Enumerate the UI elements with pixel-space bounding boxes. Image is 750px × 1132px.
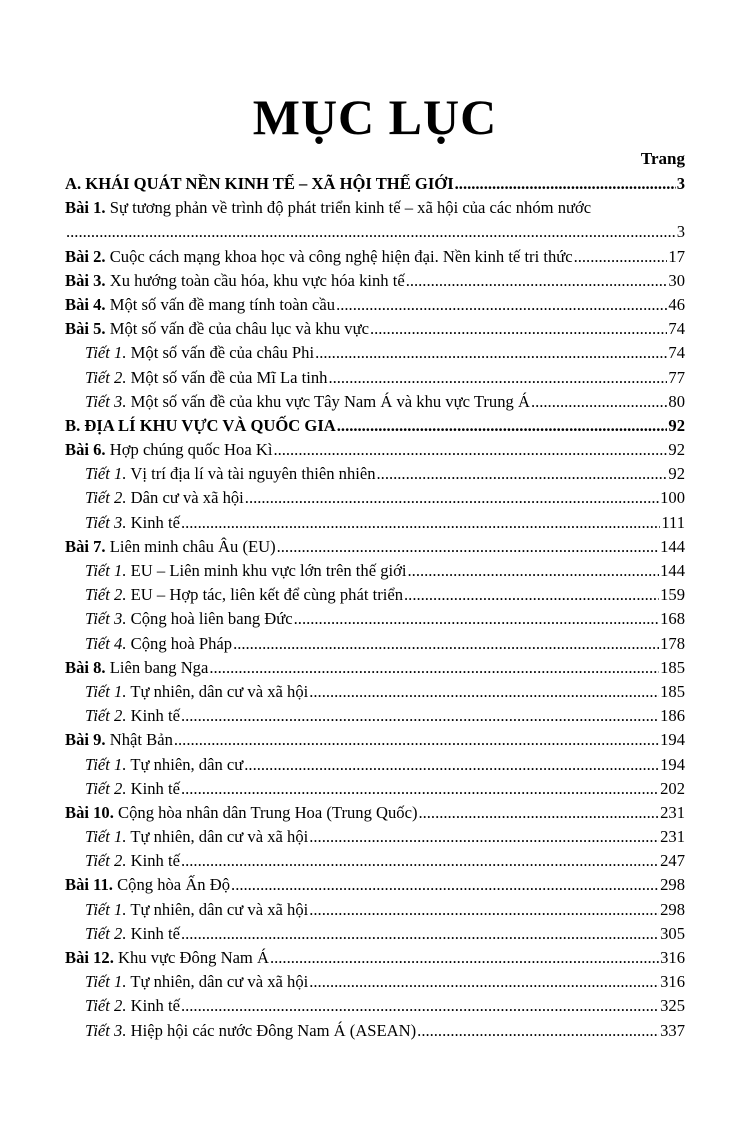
table-of-contents bbox=[65, 172, 685, 1043]
entry-number: Tiết 1. bbox=[85, 681, 127, 701]
entry-label bbox=[85, 777, 180, 801]
entry-label bbox=[85, 1019, 416, 1043]
entry-number: Tiết 3. bbox=[85, 609, 127, 629]
dot-leader bbox=[245, 486, 659, 510]
dot-leader bbox=[574, 245, 668, 269]
page-number: 231 bbox=[660, 827, 685, 847]
page-number: 305 bbox=[660, 923, 685, 943]
entry-number: Bài 7. bbox=[65, 536, 106, 556]
toc-sub-entry[interactable] bbox=[65, 486, 685, 510]
toc-sub-entry[interactable] bbox=[65, 777, 685, 801]
entry-label bbox=[65, 801, 417, 825]
entry-label bbox=[65, 317, 369, 341]
entry-number: Bài 10. bbox=[65, 802, 114, 822]
toc-lesson-entry[interactable] bbox=[65, 728, 685, 752]
entry-label bbox=[65, 269, 405, 293]
entry-title: Cộng hòa Ấn Độ bbox=[117, 875, 231, 895]
dot-leader bbox=[417, 1019, 659, 1043]
entry-title: Liên minh châu Âu (EU) bbox=[109, 536, 276, 556]
entry-label bbox=[85, 825, 308, 849]
toc-lesson-entry[interactable] bbox=[65, 245, 685, 269]
entry-label bbox=[85, 583, 403, 607]
entry-title: Kinh tế bbox=[130, 923, 180, 943]
dot-leader bbox=[294, 607, 659, 631]
dot-leader bbox=[231, 873, 659, 897]
entry-number: Bài 8. bbox=[65, 657, 106, 677]
page-number: 3 bbox=[676, 222, 685, 242]
entry-label bbox=[65, 946, 269, 970]
page-number: 231 bbox=[660, 802, 685, 822]
entry-title: A. KHÁI QUÁT NỀN KINH TẾ – XÃ HỘI THẾ GIỚI bbox=[65, 174, 454, 193]
entry-number: Bài 1. bbox=[65, 198, 106, 218]
entry-number: Bài 2. bbox=[65, 246, 106, 266]
dot-leader bbox=[244, 753, 659, 777]
dot-leader bbox=[370, 317, 667, 341]
entry-number: Bài 12. bbox=[65, 948, 114, 967]
page-number: 316 bbox=[660, 972, 685, 992]
entry-label bbox=[85, 366, 327, 390]
entry-number: Tiết 3. bbox=[85, 391, 127, 411]
entry-number: Tiết 1. bbox=[85, 827, 127, 847]
entry-label bbox=[65, 873, 230, 897]
page-number: 178 bbox=[660, 633, 685, 653]
entry-number: Tiết 3. bbox=[85, 1020, 127, 1040]
entry-label bbox=[85, 390, 530, 414]
toc-sub-entry[interactable] bbox=[65, 922, 685, 946]
entry-label bbox=[85, 632, 232, 656]
entry-title: Hợp chúng quốc Hoa Kì bbox=[109, 440, 273, 460]
page-number: 100 bbox=[660, 488, 685, 508]
dot-leader bbox=[309, 970, 659, 994]
dot-leader bbox=[404, 583, 659, 607]
entry-number: Tiết 2. bbox=[85, 585, 127, 605]
page-number: 159 bbox=[660, 585, 685, 605]
toc-section-entry[interactable] bbox=[65, 172, 685, 196]
page-number: 202 bbox=[660, 778, 685, 798]
entry-label bbox=[85, 486, 244, 510]
entry-number: Bài 3. bbox=[65, 270, 106, 290]
page-number: 92 bbox=[668, 464, 685, 484]
entry-title: Xu hướng toàn cầu hóa, khu vực hóa kinh tế bbox=[109, 270, 405, 290]
toc-lesson-entry[interactable] bbox=[65, 535, 685, 559]
entry-label bbox=[85, 994, 180, 1018]
entry-label bbox=[65, 535, 276, 559]
entry-label bbox=[85, 849, 180, 873]
entry-label bbox=[65, 196, 591, 220]
dot-leader bbox=[315, 341, 667, 365]
entry-label bbox=[85, 970, 308, 994]
entry-number: Tiết 1. bbox=[85, 343, 127, 363]
entry-title: Kinh tế bbox=[130, 706, 180, 726]
toc-lesson-entry[interactable] bbox=[65, 801, 685, 825]
entry-number: Tiết 2. bbox=[85, 706, 127, 726]
toc-section-entry[interactable] bbox=[65, 414, 685, 438]
page-number: 111 bbox=[661, 512, 685, 532]
toc-sub-entry[interactable] bbox=[65, 559, 685, 583]
dot-leader bbox=[181, 922, 659, 946]
entry-title: Sự tương phản về trình độ phát triển kinh tế – xã hội của các nhóm nước bbox=[109, 198, 592, 218]
toc-lesson-entry[interactable] bbox=[65, 293, 685, 317]
page-number: 30 bbox=[668, 270, 685, 290]
entry-label bbox=[85, 922, 180, 946]
entry-label bbox=[85, 462, 376, 486]
entry-number: Bài 11. bbox=[65, 875, 113, 895]
dot-leader bbox=[270, 946, 659, 970]
page-number: 74 bbox=[668, 343, 685, 363]
toc-lesson-entry[interactable] bbox=[65, 946, 685, 970]
entry-number: Tiết 1. bbox=[85, 754, 127, 774]
dot-leader bbox=[328, 366, 667, 390]
entry-label bbox=[85, 753, 243, 777]
entry-label bbox=[85, 511, 180, 535]
entry-title: Khu vực Đông Nam Á bbox=[118, 948, 269, 967]
dot-leader bbox=[337, 414, 668, 438]
page-number: 3 bbox=[676, 174, 685, 193]
dot-leader bbox=[181, 704, 659, 728]
toc-sub-entry[interactable] bbox=[65, 1019, 685, 1043]
toc-sub-entry[interactable] bbox=[65, 462, 685, 486]
entry-title: B. ĐỊA LÍ KHU VỰC VÀ QUỐC GIA bbox=[65, 415, 336, 435]
entry-number: Tiết 2. bbox=[85, 488, 127, 508]
dot-leader bbox=[181, 994, 659, 1018]
entry-title: EU – Liên minh khu vực lớn trên thế giới bbox=[130, 561, 407, 580]
entry-number: Tiết 3. bbox=[85, 512, 127, 532]
entry-number: Bài 6. bbox=[65, 440, 106, 460]
entry-title: Nhật Bản bbox=[109, 730, 173, 750]
dot-leader bbox=[66, 220, 676, 244]
entry-title: Tự nhiên, dân cư và xã hội bbox=[130, 899, 309, 919]
page-number: 298 bbox=[660, 899, 685, 919]
entry-title: Kinh tế bbox=[130, 996, 180, 1016]
dot-leader bbox=[336, 293, 667, 317]
toc-lesson-entry[interactable] bbox=[65, 873, 685, 897]
dot-leader bbox=[273, 438, 667, 462]
toc-sub-entry[interactable] bbox=[65, 680, 685, 704]
dot-leader bbox=[277, 535, 659, 559]
page-number: 17 bbox=[668, 246, 685, 266]
entry-title: Tự nhiên, dân cư và xã hội bbox=[130, 827, 309, 847]
page-number: 298 bbox=[660, 875, 685, 895]
toc-sub-entry[interactable] bbox=[65, 583, 685, 607]
entry-number: Tiết 2. bbox=[85, 367, 127, 387]
entry-title: Cộng hòa nhân dân Trung Hoa (Trung Quốc) bbox=[118, 802, 418, 822]
entry-title: Cuộc cách mạng khoa học và công nghệ hiện đại. Nền kinh tế tri thức bbox=[109, 246, 573, 266]
entry-title: Cộng hoà liên bang Đức bbox=[130, 609, 293, 629]
toc-lesson-entry[interactable] bbox=[65, 269, 685, 293]
dot-leader bbox=[408, 559, 660, 583]
entry-number: Tiết 1. bbox=[85, 899, 127, 919]
entry-title: Hiệp hội các nước Đông Nam Á (ASEAN) bbox=[130, 1020, 417, 1040]
toc-lesson-entry[interactable] bbox=[65, 438, 685, 462]
entry-number: Tiết 4. bbox=[85, 633, 127, 653]
toc-sub-entry[interactable] bbox=[65, 511, 685, 535]
entry-label bbox=[65, 293, 335, 317]
entry-label bbox=[65, 245, 573, 269]
dot-leader bbox=[233, 632, 659, 656]
toc-sub-entry[interactable] bbox=[65, 366, 685, 390]
dot-leader bbox=[531, 390, 667, 414]
entry-label bbox=[85, 607, 293, 631]
page-number: 247 bbox=[660, 851, 685, 871]
entry-label bbox=[65, 414, 336, 438]
toc-sub-entry[interactable] bbox=[65, 632, 685, 656]
dot-leader bbox=[174, 728, 659, 752]
dot-leader bbox=[181, 849, 659, 873]
entry-label bbox=[65, 728, 173, 752]
entry-number: Tiết 2. bbox=[85, 923, 127, 943]
entry-title: Cộng hoà Pháp bbox=[130, 633, 233, 653]
entry-number: Tiết 1. bbox=[85, 972, 127, 992]
entry-number: Bài 9. bbox=[65, 730, 106, 750]
entry-number: Tiết 2. bbox=[85, 996, 127, 1016]
toc-lesson-entry[interactable] bbox=[65, 317, 685, 341]
entry-title: Một số vấn đề mang tính toàn cầu bbox=[109, 294, 336, 314]
entry-label bbox=[65, 438, 272, 462]
toc-sub-entry[interactable] bbox=[65, 341, 685, 365]
entry-number: Bài 4. bbox=[65, 294, 106, 314]
page-number: 168 bbox=[660, 609, 685, 629]
toc-sub-entry[interactable] bbox=[65, 390, 685, 414]
entry-title: EU – Hợp tác, liên kết để cùng phát triển bbox=[130, 585, 404, 605]
page-number: 185 bbox=[660, 657, 685, 677]
dot-leader bbox=[418, 801, 659, 825]
entry-title: Một số vấn đề của khu vực Tây Nam Á và khu vực Trung Á bbox=[130, 391, 530, 411]
dot-leader bbox=[309, 825, 659, 849]
entry-number: Tiết 2. bbox=[85, 851, 127, 871]
entry-title: Một số vấn đề của châu Phi bbox=[130, 343, 315, 363]
dot-leader bbox=[406, 269, 668, 293]
page-number: 337 bbox=[660, 1020, 685, 1040]
toc-lesson-entry[interactable] bbox=[65, 656, 685, 680]
toc-sub-entry[interactable] bbox=[65, 898, 685, 922]
dot-leader bbox=[209, 656, 659, 680]
entry-title: Tự nhiên, dân cư và xã hội bbox=[130, 681, 309, 701]
entry-label bbox=[85, 680, 308, 704]
page-title: MỤC LỤC bbox=[252, 89, 498, 145]
entry-title: Kinh tế bbox=[130, 512, 180, 532]
page-number: 144 bbox=[660, 561, 685, 580]
page-number: 80 bbox=[668, 391, 685, 411]
page-number: 74 bbox=[668, 319, 685, 339]
page-number: 316 bbox=[660, 948, 685, 967]
page-number: 144 bbox=[660, 536, 685, 556]
dot-leader bbox=[377, 462, 668, 486]
entry-title: Dân cư và xã hội bbox=[130, 488, 244, 508]
page-number: 185 bbox=[660, 681, 685, 701]
toc-lesson-entry[interactable] bbox=[65, 196, 685, 220]
entry-title: Kinh tế bbox=[130, 851, 180, 871]
page-number: 186 bbox=[660, 706, 685, 726]
entry-title: Vị trí địa lí và tài nguyên thiên nhiên bbox=[130, 464, 376, 484]
toc-sub-entry[interactable] bbox=[65, 704, 685, 728]
toc-sub-entry[interactable] bbox=[65, 825, 685, 849]
entry-label bbox=[85, 898, 308, 922]
entry-label bbox=[85, 341, 314, 365]
page-number: 92 bbox=[668, 415, 685, 435]
entry-title: Liên bang Nga bbox=[109, 657, 209, 677]
dot-leader bbox=[309, 898, 659, 922]
page-number: 194 bbox=[660, 730, 685, 750]
toc-sub-entry[interactable] bbox=[65, 849, 685, 873]
entry-number: Tiết 2. bbox=[85, 778, 127, 798]
entry-title: Kinh tế bbox=[130, 778, 180, 798]
page-column-label: Trang bbox=[640, 149, 685, 168]
entry-label bbox=[85, 704, 180, 728]
entry-label bbox=[65, 656, 208, 680]
entry-title: Một số vấn đề của châu lục và khu vực bbox=[109, 319, 369, 339]
dot-leader bbox=[181, 511, 660, 535]
toc-sub-entry[interactable] bbox=[65, 994, 685, 1018]
entry-label bbox=[85, 559, 407, 583]
entry-number: Tiết 1. bbox=[85, 561, 127, 580]
dot-leader bbox=[455, 172, 676, 196]
dot-leader bbox=[181, 777, 659, 801]
entry-title: Tự nhiên, dân cư bbox=[130, 754, 244, 774]
entry-number: Tiết 1. bbox=[85, 464, 127, 484]
page-number: 92 bbox=[668, 440, 685, 460]
page-number: 77 bbox=[668, 367, 685, 387]
page-number: 46 bbox=[668, 294, 685, 314]
dot-leader bbox=[309, 680, 659, 704]
toc-sub-entry[interactable] bbox=[65, 753, 685, 777]
toc-continuation-line[interactable] bbox=[65, 220, 685, 244]
entry-title: Tự nhiên, dân cư và xã hội bbox=[130, 972, 309, 992]
page-number: 325 bbox=[660, 996, 685, 1016]
page-number: 194 bbox=[660, 754, 685, 774]
toc-sub-entry[interactable] bbox=[65, 607, 685, 631]
entry-label bbox=[65, 172, 454, 196]
entry-number: Bài 5. bbox=[65, 319, 106, 339]
toc-sub-entry[interactable] bbox=[65, 970, 685, 994]
entry-title: Một số vấn đề của Mĩ La tinh bbox=[130, 367, 328, 387]
